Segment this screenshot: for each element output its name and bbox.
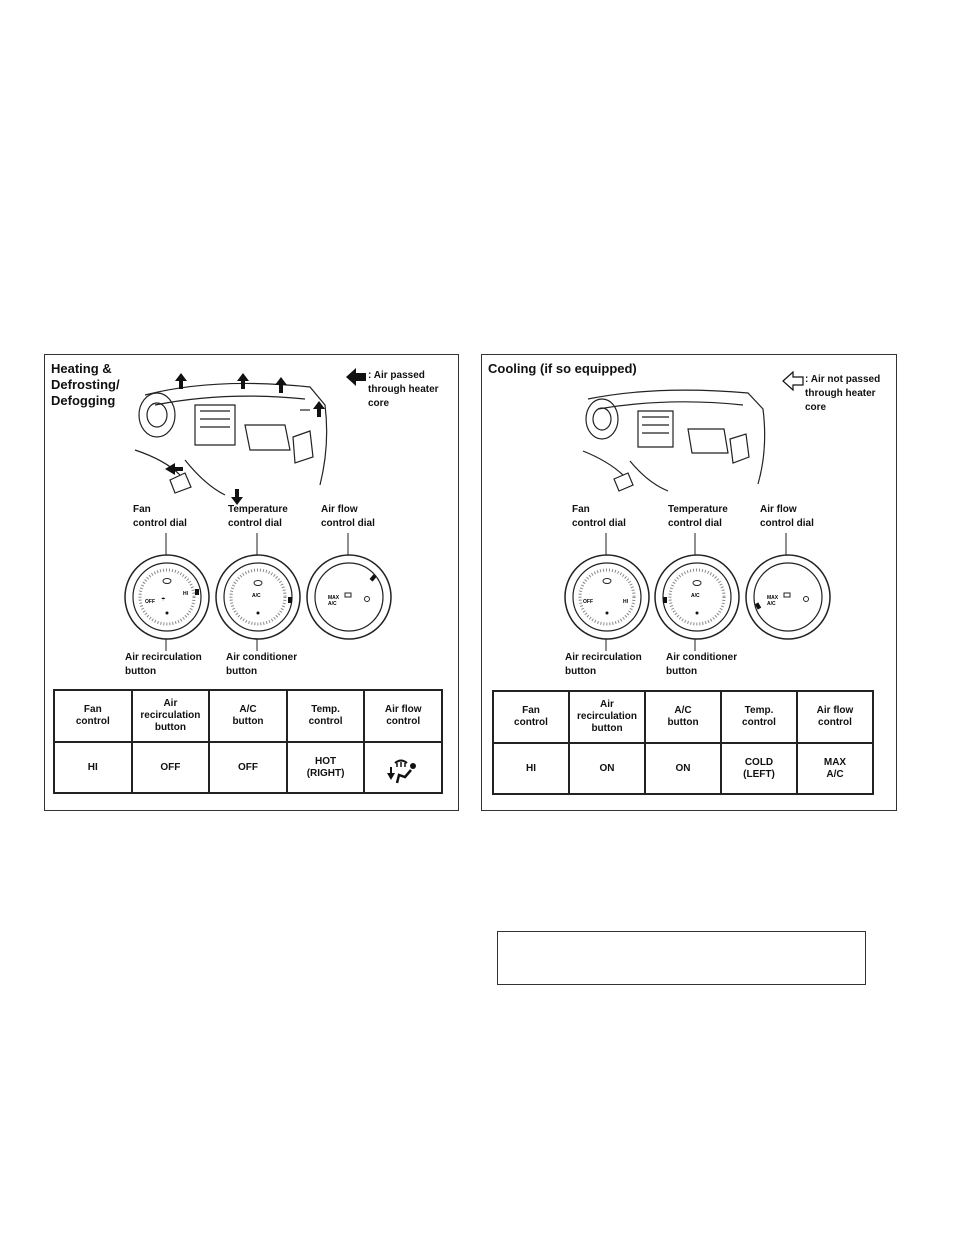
settings-table [492,690,874,795]
settings-table [53,689,443,794]
fan-dial-label: Fan control dial [572,504,626,529]
table-cell: COLD (LEFT) [721,743,797,794]
table-header: A/C button [209,690,287,742]
table-cell: HI [54,742,132,793]
cooling-panel [481,354,897,811]
fan-dial-label: Fan control dial [133,504,187,529]
airflow-dial-label: Air flow control dial [760,504,814,529]
table-header: Air flow control [364,690,442,742]
temp-dial-label: Temperature control dial [668,504,728,529]
airflow-control-dial[interactable] [744,553,832,641]
fan-control-dial[interactable] [563,553,651,641]
table-cell: HI [493,743,569,794]
temperature-control-dial[interactable] [653,553,741,641]
table-cell: ON [569,743,645,794]
max-ac-text: MAX [328,595,340,601]
ac-text: A/C [252,593,261,599]
temperature-control-dial[interactable] [214,553,302,641]
airflow-dial-label: Air flow control dial [321,504,375,529]
panel-title: Heating & Defrosting/ Defogging [51,361,120,408]
table-cell-airflow [364,742,442,793]
svg-text:☂: ☂ [161,597,166,603]
recirc-button-label: Air recirculation button [565,652,642,677]
ac-button-label: Air conditioner button [226,652,298,677]
table-header: A/C button [645,691,721,743]
fan-control-dial[interactable] [123,553,211,641]
heating-defrosting-panel [44,354,459,811]
legend-text: : Air passed through heater core [368,370,439,409]
svg-text:A/C: A/C [328,601,337,607]
recirc-button-label: Air recirculation button [125,652,202,677]
airflow-control-dial[interactable] [305,553,393,641]
table-cell: ON [645,743,721,794]
svg-text:HI: HI [623,599,628,605]
off-text: OFF [145,599,155,605]
svg-text:A/C: A/C [767,601,776,607]
table-cell: OFF [132,742,210,793]
ac-button-label: Air conditioner button [666,652,738,677]
table-header: Fan control [493,691,569,743]
table-header: Air recirculation button [569,691,645,743]
defrost-foot-mode-icon [385,757,421,787]
svg-text:OFF: OFF [583,599,593,605]
table-header: Air recirculation button [132,690,210,742]
table-header: Air flow control [797,691,873,743]
table-cell: MAX A/C [797,743,873,794]
legend-text: : Air not passed through heater core [805,374,881,413]
hi-text: HI [183,591,188,597]
temp-dial-label: Temperature control dial [228,504,288,529]
svg-text:A/C: A/C [691,593,700,599]
table-cell: OFF [209,742,287,793]
table-header: Temp. control [287,690,365,742]
table-header: Temp. control [721,691,797,743]
table-cell: HOT (RIGHT) [287,742,365,793]
svg-text:MAX: MAX [767,595,779,601]
table-header: Fan control [54,690,132,742]
panel-title: Cooling (if so equipped) [488,361,637,376]
empty-note-box [497,931,866,985]
